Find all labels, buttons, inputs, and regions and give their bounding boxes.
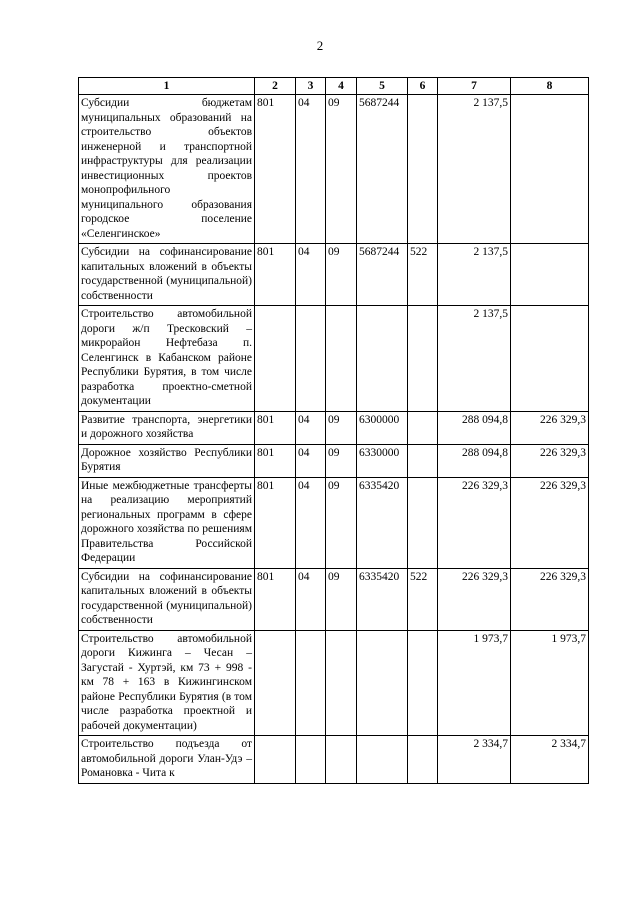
- column-header: 3: [296, 78, 326, 95]
- row-value-cell: [357, 306, 408, 412]
- row-value-cell: [255, 736, 296, 784]
- row-name-cell: Иные межбюджетные трансферты на реализацию мероприятий региональных программ в сфере дорожного хозяйства по решениям Правительства Российской Федерации: [79, 477, 255, 568]
- row-value-cell: 522: [408, 568, 438, 630]
- row-value-cell: 04: [296, 568, 326, 630]
- row-value-cell: 09: [326, 95, 357, 244]
- row-name-cell: Субсидии на софинансирование капитальных вложений в объекты государственной (муниципальной) собственности: [79, 568, 255, 630]
- row-name-cell: Субсидии бюджетам муниципальных образований на строительство объектов инженерной и транспортной инфраструктуры для реализации инвестиционных проектов монопрофильного муниципального образования городское поселение «Селенгинское»: [79, 95, 255, 244]
- row-value-cell: [408, 444, 438, 477]
- row-value-cell: [255, 630, 296, 736]
- row-name-cell: Строительство подъезда от автомобильной дороги Улан-Удэ – Романовка - Чита к: [79, 736, 255, 784]
- column-header: 1: [79, 78, 255, 95]
- row-value-cell: 801: [255, 568, 296, 630]
- row-value-cell: [408, 477, 438, 568]
- row-value-cell: [511, 306, 589, 412]
- row-value-cell: 2 334,7: [511, 736, 589, 784]
- page-number: 2: [316, 38, 324, 53]
- row-value-cell: [408, 630, 438, 736]
- row-value-cell: 09: [326, 444, 357, 477]
- row-value-cell: 226 329,3: [438, 477, 511, 568]
- row-value-cell: 2 137,5: [438, 306, 511, 412]
- row-value-cell: 04: [296, 411, 326, 444]
- row-name-cell: Субсидии на софинансирование капитальных вложений в объекты государственной (муниципальной) собственности: [79, 244, 255, 306]
- column-header: 7: [438, 78, 511, 95]
- column-header: 2: [255, 78, 296, 95]
- row-value-cell: [357, 630, 408, 736]
- header-row: [79, 78, 589, 95]
- row-value-cell: [296, 736, 326, 784]
- row-name-cell: Развитие транспорта, энергетики и дорожного хозяйства: [79, 411, 255, 444]
- row-value-cell: 2 137,5: [438, 244, 511, 306]
- row-value-cell: 09: [326, 568, 357, 630]
- row-value-cell: 288 094,8: [438, 411, 511, 444]
- row-value-cell: [296, 306, 326, 412]
- table-row: [79, 244, 589, 306]
- row-value-cell: 5687244: [357, 244, 408, 306]
- table-row: [79, 477, 589, 568]
- table-row: [79, 95, 589, 244]
- row-value-cell: 6335420: [357, 477, 408, 568]
- table-row: [79, 630, 589, 736]
- table-row: [79, 444, 589, 477]
- row-value-cell: 04: [296, 244, 326, 306]
- row-value-cell: 04: [296, 477, 326, 568]
- row-value-cell: 801: [255, 477, 296, 568]
- row-value-cell: [408, 95, 438, 244]
- row-value-cell: 1 973,7: [511, 630, 589, 736]
- row-value-cell: [408, 411, 438, 444]
- row-value-cell: 226 329,3: [511, 477, 589, 568]
- row-value-cell: [408, 736, 438, 784]
- row-value-cell: [511, 95, 589, 244]
- row-name-cell: Строительство автомобильной дороги ж/п Тресковский – микрорайон Нефтебаза п. Селенгинск в Кабанском районе Республики Бурятия, в том числе разработка проектно-сметной документации: [79, 306, 255, 412]
- row-value-cell: 2 137,5: [438, 95, 511, 244]
- row-value-cell: 1 973,7: [438, 630, 511, 736]
- row-value-cell: 801: [255, 95, 296, 244]
- row-value-cell: [408, 306, 438, 412]
- row-value-cell: [326, 736, 357, 784]
- row-value-cell: 6330000: [357, 444, 408, 477]
- budget-table: [78, 77, 589, 784]
- row-name-cell: Строительство автомобильной дороги Кижинга – Чесан – Загустай - Хуртэй, км 73 + 998 - км 78 + 163 в Кижингинском районе Республики Бурятия (в том числе разработка проектной и рабочей документации): [79, 630, 255, 736]
- row-value-cell: 226 329,3: [511, 444, 589, 477]
- row-value-cell: [326, 630, 357, 736]
- row-value-cell: 04: [296, 444, 326, 477]
- row-value-cell: 226 329,3: [511, 568, 589, 630]
- table-row: [79, 736, 589, 784]
- column-header: 5: [357, 78, 408, 95]
- row-value-cell: [357, 736, 408, 784]
- row-value-cell: 6335420: [357, 568, 408, 630]
- table-row: [79, 306, 589, 412]
- row-value-cell: 2 334,7: [438, 736, 511, 784]
- column-header: 6: [408, 78, 438, 95]
- table-row: [79, 411, 589, 444]
- row-value-cell: [511, 244, 589, 306]
- row-value-cell: 09: [326, 244, 357, 306]
- row-name-cell: Дорожное хозяйство Республики Бурятия: [79, 444, 255, 477]
- table-row: [79, 568, 589, 630]
- column-header: 8: [511, 78, 589, 95]
- row-value-cell: 226 329,3: [511, 411, 589, 444]
- row-value-cell: 5687244: [357, 95, 408, 244]
- row-value-cell: 04: [296, 95, 326, 244]
- row-value-cell: 09: [326, 477, 357, 568]
- row-value-cell: [296, 630, 326, 736]
- row-value-cell: 801: [255, 444, 296, 477]
- row-value-cell: [326, 306, 357, 412]
- row-value-cell: 801: [255, 411, 296, 444]
- row-value-cell: 09: [326, 411, 357, 444]
- row-value-cell: 288 094,8: [438, 444, 511, 477]
- column-header: 4: [326, 78, 357, 95]
- row-value-cell: 801: [255, 244, 296, 306]
- row-value-cell: [255, 306, 296, 412]
- row-value-cell: 226 329,3: [438, 568, 511, 630]
- row-value-cell: 6300000: [357, 411, 408, 444]
- row-value-cell: 522: [408, 244, 438, 306]
